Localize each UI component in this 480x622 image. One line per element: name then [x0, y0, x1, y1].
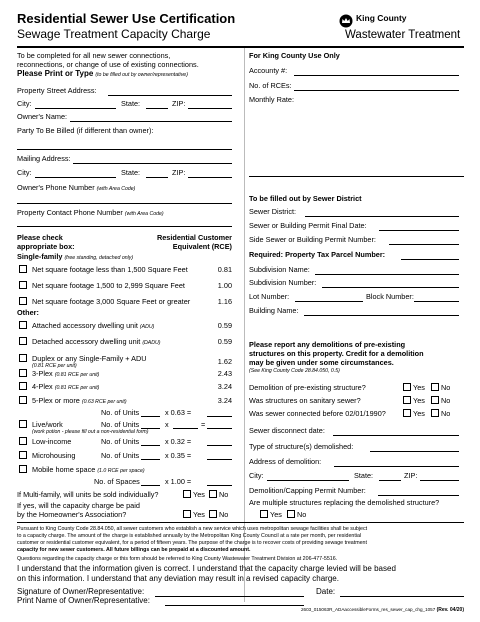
structure-type-input-line[interactable] [370, 451, 459, 452]
duplex-rce: 1.62 [217, 357, 232, 366]
hoa-question-1: If yes, will the capacity charge be paid [17, 501, 140, 510]
footer-code: 2603_015063R_ADAaccessibleForms_res_sewer_cap_chg_1057 [300, 607, 436, 612]
live-work-eq: = [201, 420, 206, 429]
bottom-rule [17, 522, 464, 523]
king-county-crown-icon [339, 14, 353, 28]
column-divider [244, 48, 245, 602]
logo-name: King County [356, 13, 407, 23]
microhousing-multiplier: x 0.35 = [165, 451, 192, 460]
low-income-label: Low-income [32, 437, 72, 446]
city-label: City: [17, 99, 32, 108]
demo-address-label: Address of demolition: [249, 457, 322, 466]
permit-final-input-line[interactable] [379, 230, 459, 231]
certify-line-2: on this information. I understand that any deviation may result in a revised capacity charge. [17, 574, 339, 583]
multi-structure-question: Are multiple structures replacing the demolished structure? [249, 498, 440, 507]
fiveplex-total-line[interactable] [207, 416, 232, 417]
dadu-note: (DADU) [142, 340, 161, 346]
demo-question-2: Was structures on sanitary sewer? [249, 396, 361, 405]
adu-note: (ADU) [139, 324, 155, 330]
demo-city-label: City: [249, 471, 264, 480]
sf-large-label: Net square footage 3,000 Square Feet or greater [32, 297, 191, 306]
mailing-input-line[interactable] [73, 163, 232, 164]
duplex-label: Duplex or any Single-Family + ADU [32, 354, 147, 363]
parcel-label: Required: Property Tax Parcel Number: [249, 250, 386, 259]
microhousing-units-input-line[interactable] [141, 459, 160, 460]
demo-q3-no-checkbox[interactable] [431, 409, 439, 417]
building-name-input-line[interactable] [304, 315, 459, 316]
duplex-checkbox[interactable] [19, 354, 27, 362]
mobile-total-line[interactable] [207, 485, 232, 486]
mobile-home-label: Mobile home space [32, 465, 96, 474]
demo-zip-input-line[interactable] [420, 480, 459, 481]
adu-rce: 0.59 [217, 321, 232, 330]
rces-input-line[interactable] [294, 90, 459, 91]
state-label: State: [121, 99, 141, 108]
sf-large-checkbox[interactable] [19, 297, 27, 305]
intro-line-2: reconnections, or change of use of existing connections. [17, 60, 199, 69]
legal-line-2: to a capacity charge. The amount of the charge is established annually by the Metropolitan King County Council at a rate per month, per residential [17, 533, 362, 539]
live-work-checkbox[interactable] [19, 420, 27, 428]
check-heading-2: appropriate box: [17, 242, 75, 251]
live-work-note: (work potion - please fill out a non-residential form) [32, 429, 149, 435]
lot-number-label: Lot Number: [249, 292, 290, 301]
single-family-label: Single-family [17, 252, 63, 261]
multi-yes-checkbox[interactable] [183, 490, 191, 498]
fiveplex-rce: 3.24 [217, 396, 232, 405]
rce-heading-2: Equivalent (RCE) [172, 242, 232, 251]
fourplex-label: 4-Plex [32, 382, 53, 391]
form-footer [301, 607, 464, 614]
hoa-yes-checkbox[interactable] [183, 510, 191, 518]
form-subtitle: Sewage Treatment Capacity Charge [17, 27, 211, 41]
demo-permit-input-line[interactable] [378, 495, 459, 496]
city2-input-line[interactable] [35, 177, 116, 178]
state2-input-line[interactable] [146, 177, 168, 178]
disconnect-date-label: Sewer disconnect date: [249, 426, 325, 435]
mobile-home-checkbox[interactable] [19, 465, 27, 473]
adu-label: Attached accessory dwelling unit [32, 321, 138, 330]
certify-line-1: I understand that the information given is correct. I understand that the capacity charge levied will be based [17, 564, 396, 573]
fiveplex-units-input-line[interactable] [141, 416, 160, 417]
owner-name-label: Owner's Name: [17, 112, 68, 121]
lot-number-input-line[interactable] [295, 301, 363, 302]
mobile-home-note: (1.0 RCE per space) [97, 468, 145, 474]
block-number-input-line[interactable] [414, 301, 459, 302]
hoa-yes-label: Yes [193, 510, 205, 519]
owner-phone-note: (with Area Code) [96, 186, 136, 192]
city-input-line[interactable] [35, 108, 116, 109]
demo-permit-label: Demolition/Capping Permit Number: [249, 486, 366, 495]
zip-label: ZIP: [172, 99, 186, 108]
owner-name-input-line[interactable] [70, 121, 232, 122]
demo-q1-no-checkbox[interactable] [431, 383, 439, 391]
demo-q2-yes-checkbox[interactable] [403, 396, 411, 404]
demo-state-input-line[interactable] [379, 480, 401, 481]
side-permit-input-line[interactable] [389, 244, 459, 245]
triplex-note: (0.81 RCE per unit) [54, 372, 100, 378]
dadu-label: Detached accessory dwelling unit [32, 337, 141, 346]
low-income-checkbox[interactable] [19, 437, 27, 445]
demo-q2-yes-label: Yes [413, 396, 425, 405]
low-income-multiplier: x 0.32 = [165, 437, 192, 446]
low-income-units-input-line[interactable] [141, 445, 160, 446]
kc-use-heading: For King County Use Only [249, 51, 340, 60]
owner-phone-label: Owner's Phone Number [17, 183, 95, 192]
microhousing-checkbox[interactable] [19, 451, 27, 459]
hoa-no-checkbox[interactable] [209, 510, 217, 518]
low-income-units-label: No. of Units [101, 437, 140, 446]
fourplex-note: (0.81 RCE per unit) [54, 385, 100, 391]
multi-structure-no-checkbox[interactable] [287, 510, 295, 518]
legal-line-4: capacity for new sewer customers. All future billings can be prepaid at a discounted amount. [17, 547, 251, 553]
date-label: Date: [316, 587, 336, 596]
microhousing-label: Microhousing [32, 451, 76, 460]
live-work-x: x [165, 420, 169, 429]
contact-phone-input-line[interactable] [17, 226, 232, 227]
signature-label: Signature of Owner/Representative: [17, 587, 145, 596]
live-work-factor-line[interactable] [173, 428, 198, 429]
multi-no-label: No [219, 490, 229, 499]
fiveplex-checkbox[interactable] [19, 396, 27, 404]
single-family-note: (free standing, detached only) [64, 255, 134, 261]
account-input-line[interactable] [294, 75, 459, 76]
permit-final-label: Sewer or Building Permit Final Date: [249, 221, 367, 230]
subdivision-number-input-line[interactable] [322, 287, 459, 288]
building-name-label: Building Name: [249, 306, 299, 315]
street-label: Property Street Address: [17, 86, 97, 95]
legal-line-3: customer or residential customer equivalent, for a period of fifteen years. The purpose of the charge is to recover costs of providing sewage treatment [17, 540, 367, 546]
sf-small-checkbox[interactable] [19, 265, 27, 273]
zip2-label: ZIP: [172, 168, 186, 177]
footer-revision: (Rev. 04/20) [436, 607, 464, 613]
side-permit-label: Side Sewer or Building Permit Number: [249, 235, 376, 244]
sf-medium-checkbox[interactable] [19, 281, 27, 289]
triplex-rce: 2.43 [217, 369, 232, 378]
multi-structure-yes-label: Yes [270, 510, 282, 519]
demo-q2-no-checkbox[interactable] [431, 396, 439, 404]
sewer-district-input-line[interactable] [305, 216, 459, 217]
block-number-label: Block Number: [366, 292, 414, 301]
dadu-rce: 0.59 [217, 337, 232, 346]
check-heading-1: Please check [17, 233, 63, 242]
contact-phone-note: (with Area Code) [124, 211, 164, 217]
demo-q1-yes-label: Yes [413, 383, 425, 392]
hoa-question-2: by the Homeowner's Association? [17, 510, 127, 519]
demo-state-label: State: [354, 471, 374, 480]
fourplex-rce: 3.24 [217, 382, 232, 391]
date-input-line[interactable] [340, 596, 464, 597]
sewer-district-heading: To be filled out by Sewer District [249, 194, 362, 203]
multi-structure-no-label: No [297, 510, 307, 519]
account-label: Accounty #: [249, 66, 288, 75]
print-name-input-line[interactable] [165, 605, 304, 606]
subdivision-name-input-line[interactable] [315, 274, 459, 275]
mobile-spaces-label: No. of Spaces [94, 477, 140, 486]
multi-structure-yes-checkbox[interactable] [260, 510, 268, 518]
demo-q3-no-label: No [441, 409, 451, 418]
fiveplex-note: (0.63 RCE per unit) [81, 399, 127, 405]
demolition-heading-3: may be given under some circumstances. [249, 358, 394, 367]
street-input-line[interactable] [108, 95, 232, 96]
sf-small-label: Net square footage less than 1,500 Square Feet [32, 265, 188, 274]
demolition-note: (See King County Code 28.84.050, 0.5) [249, 368, 340, 374]
single-family-group [17, 253, 133, 262]
live-work-units-label: No. of Units [101, 420, 140, 429]
microhousing-units-label: No. of Units [101, 451, 140, 460]
owner-phone-input-line[interactable] [17, 203, 232, 204]
kc-section-bottom-rule [249, 176, 464, 177]
mobile-home-group [32, 466, 145, 475]
sf-small-rce: 0.81 [217, 265, 232, 274]
fourplex-checkbox[interactable] [19, 382, 27, 390]
triplex-group [32, 370, 99, 379]
live-work-total-line[interactable] [207, 428, 232, 429]
demo-city-input-line[interactable] [267, 480, 349, 481]
zip2-input-line[interactable] [188, 177, 232, 178]
adu-group [32, 322, 154, 331]
demo-address-input-line[interactable] [334, 466, 459, 467]
demolition-heading-1: Please report any demolitions of pre-existing [249, 340, 406, 349]
sf-large-rce: 1.16 [217, 297, 232, 306]
contact-phone-label: Property Contact Phone Number [17, 208, 123, 217]
disconnect-date-input-line[interactable] [333, 435, 459, 436]
legal-line-1: Pursuant to King County Code 28.84.050, all sewer customers who establish a new service which uses metropolitan sewage facilities shall be subject [17, 526, 368, 532]
intro-line-1: To be completed for all new sewer connections, [17, 51, 171, 60]
live-work-label: Live/work [32, 420, 63, 429]
fourplex-group [32, 383, 99, 392]
sf-medium-rce: 1.00 [217, 281, 232, 290]
party-billed-input-line[interactable] [17, 149, 232, 150]
structure-type-label: Type of structure(s) demolished: [249, 442, 354, 451]
multi-family-question: If Multi-family, will units be sold individually? [17, 490, 159, 499]
dadu-group [32, 338, 160, 347]
demo-question-3: Was sewer connected before 02/01/1990? [249, 409, 386, 418]
signature-input-line[interactable] [155, 596, 304, 597]
fiveplex-units-label: No. of Units [101, 408, 140, 417]
logo-subtitle: Wastewater Treatment [345, 29, 461, 41]
print-name-label: Print Name of Owner/Representative: [17, 596, 150, 605]
triplex-checkbox[interactable] [19, 369, 27, 377]
form-title: Residential Sewer Use Certification [17, 11, 236, 26]
mobile-spaces-input-line[interactable] [141, 485, 160, 486]
fiveplex-group [32, 397, 127, 406]
other-label: Other: [17, 308, 39, 317]
microhousing-total-line[interactable] [207, 459, 232, 460]
header-rule [17, 46, 464, 48]
low-income-total-line[interactable] [207, 445, 232, 446]
duplex-note: (0.81 RCE per unit) [32, 363, 77, 369]
demo-zip-label: ZIP: [404, 471, 418, 480]
multi-yes-label: Yes [193, 490, 205, 499]
contact-phone-label-group [17, 209, 164, 218]
owner-phone-label-group [17, 184, 135, 193]
city2-label: City: [17, 168, 32, 177]
parcel-input-line[interactable] [401, 259, 459, 260]
fiveplex-label: 5-Plex or more [32, 396, 80, 405]
demo-q1-no-label: No [441, 383, 451, 392]
triplex-label: 3-Plex [32, 369, 53, 378]
multi-no-checkbox[interactable] [209, 490, 217, 498]
mailing-label: Mailing Address: [17, 154, 71, 163]
adu-checkbox[interactable] [19, 321, 27, 329]
demo-question-1: Demolition of pre-existing structure? [249, 383, 366, 392]
state2-label: State: [121, 168, 141, 177]
print-note: (to be filled out by owner/representative) [95, 72, 188, 78]
state-input-line[interactable] [146, 108, 168, 109]
questions-line: Questions regarding the capacity charge or this form should be referred to King County Wastewater Treatment Division at 206-477-5516. [17, 556, 338, 562]
sf-medium-label: Net square footage 1,500 to 2,999 Square Feet [32, 281, 185, 290]
monthly-rate-label: Monthly Rate: [249, 95, 295, 104]
fiveplex-multiplier: x 0.63 = [165, 408, 192, 417]
subdivision-name-label: Subdivision Name: [249, 265, 310, 274]
party-billed-label: Party To Be Billed (if different than owner): [17, 126, 154, 135]
rces-label: No. of RCEs: [249, 81, 292, 90]
print-label: Please Print or Type [17, 69, 94, 78]
rce-heading-1: Residential Customer [156, 233, 232, 242]
print-instruction [17, 70, 188, 79]
dadu-checkbox[interactable] [19, 337, 27, 345]
sewer-district-label: Sewer District: [249, 207, 297, 216]
mobile-multiplier: x 1.00 = [165, 477, 192, 486]
demo-q1-yes-checkbox[interactable] [403, 383, 411, 391]
zip-input-line[interactable] [188, 108, 232, 109]
demo-q3-yes-label: Yes [413, 409, 425, 418]
subdivision-number-label: Subdivision Number: [249, 278, 317, 287]
demo-q2-no-label: No [441, 396, 451, 405]
hoa-no-label: No [219, 510, 229, 519]
demolition-heading-2: structures on this property. Credit for a demolition [249, 349, 424, 358]
demo-q3-yes-checkbox[interactable] [403, 409, 411, 417]
